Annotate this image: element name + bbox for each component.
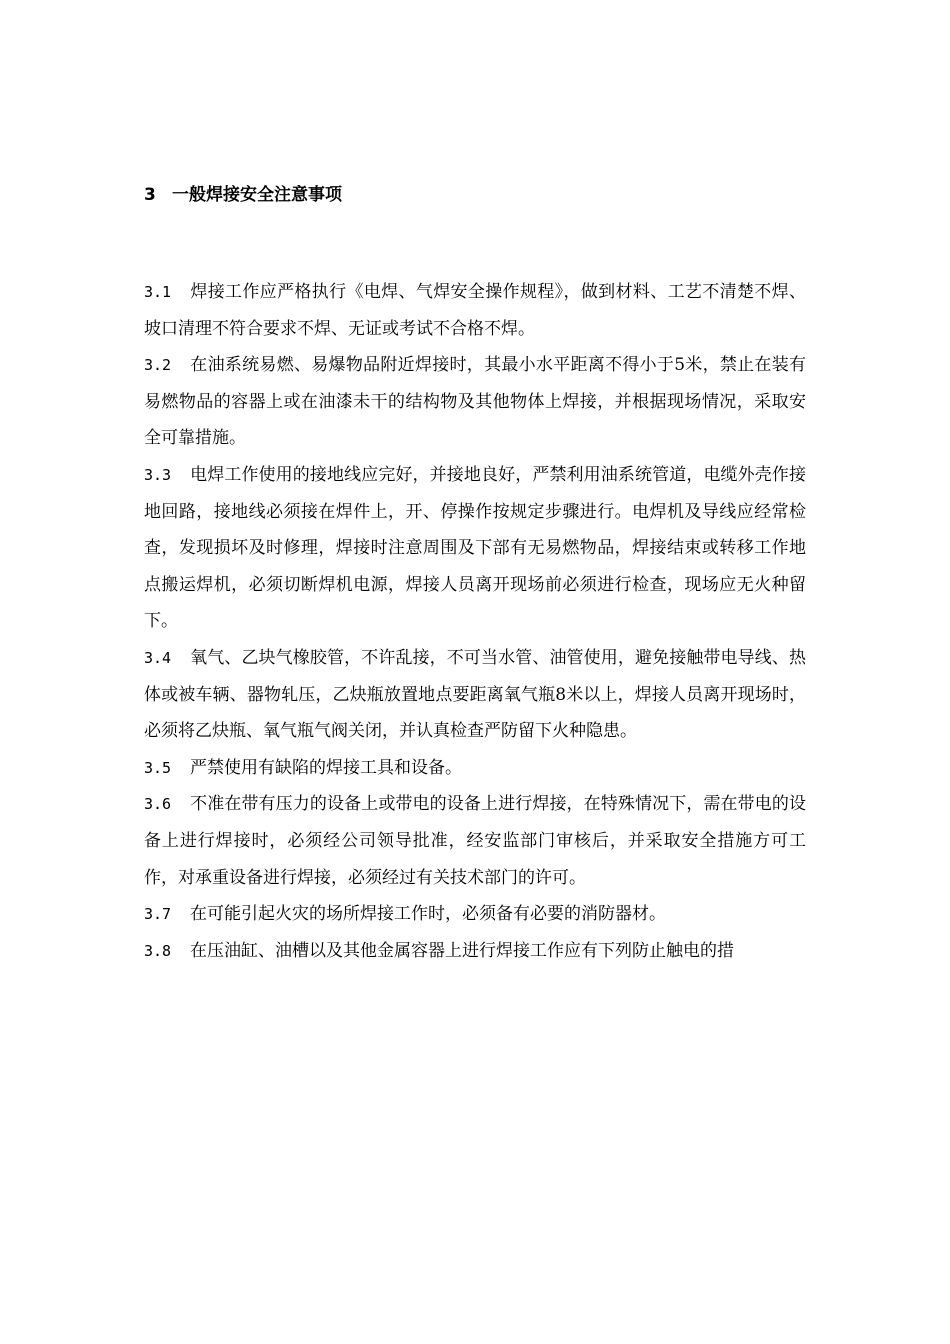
paragraph-text: 不准在带有压力的设备上或带电的设备上进行焊接，在特殊情况下，需在带电的设备上进行焊接时，必须经公司领导批准，经安监部门审核后，并采取安全措施方可工作，对承重设备进行焊接，必须经过有关技术部门的许可。 bbox=[144, 794, 806, 888]
paragraph-number: 3.4 bbox=[144, 648, 172, 667]
paragraph-3-3 bbox=[144, 457, 806, 640]
paragraph-number: 3.1 bbox=[144, 283, 172, 301]
paragraph-3-5 bbox=[144, 750, 806, 787]
paragraph-3-1 bbox=[144, 274, 806, 347]
section-number: 3 bbox=[144, 185, 156, 205]
paragraph-text: 在油系统易燃、易爆物品附近焊接时，其最小水平距离不得小于5米，禁止在装有易燃物品的容器上或在油漆未干的结构物及其他物体上焊接，并根据现场情况，采取安全可靠措施。 bbox=[144, 355, 806, 449]
paragraph-text: 在压油缸、油槽以及其他金属容器上进行焊接工作应有下列防止触电的措 bbox=[190, 940, 734, 961]
paragraph-number: 3.6 bbox=[144, 795, 172, 814]
paragraph-text: 严禁使用有缺陷的焊接工具和设备。 bbox=[190, 757, 462, 778]
section-title: 一般焊接安全注意事项 bbox=[172, 185, 342, 205]
section-heading bbox=[144, 181, 342, 209]
paragraph-3-8 bbox=[144, 933, 806, 970]
paragraph-number: 3.3 bbox=[144, 465, 172, 484]
section-body bbox=[144, 274, 806, 969]
paragraph-3-2 bbox=[144, 347, 806, 457]
paragraph-number: 3.8 bbox=[144, 941, 172, 960]
paragraph-number: 3.5 bbox=[144, 758, 172, 777]
paragraph-3-6 bbox=[144, 786, 806, 896]
paragraph-number: 3.2 bbox=[144, 356, 172, 375]
paragraph-text: 电焊工作使用的接地线应完好，并接地良好，严禁利用油系统管道，电缆外壳作接地回路，接地线必须接在焊件上，开、停操作按规定步骤进行。电焊机及导线应经常检查，发现损坏及时修理，焊接时注意周围及下部有无易燃物品，焊接结束或转移工作地点搬运焊机，必须切断焊机电源，焊接人员离开现场前必须进行检查，现场应无火种留下。 bbox=[144, 464, 806, 632]
paragraph-number: 3.7 bbox=[144, 905, 172, 924]
paragraph-text: 在可能引起火灾的场所焊接工作时，必须备有必要的消防器材。 bbox=[190, 904, 666, 925]
paragraph-text: 焊接工作应严格执行《电焊、气焊安全操作规程》，做到材料、工艺不清楚不焊、坡口清理不符合要求不焊、无证或考试不合格不焊。 bbox=[144, 282, 806, 339]
paragraph-text: 氧气、乙块气橡胶管，不许乱接，不可当水管、油管使用，避免接触带电导线、热体或被车辆、器物轧压，乙炔瓶放置地点要距离氧气瓶8米以上，焊接人员离开现场时，必须将乙炔瓶、氧气瓶气阀关闭，并认真检查严防留下火种隐患。 bbox=[144, 647, 806, 742]
paragraph-3-4 bbox=[144, 640, 806, 750]
paragraph-3-7 bbox=[144, 896, 806, 933]
